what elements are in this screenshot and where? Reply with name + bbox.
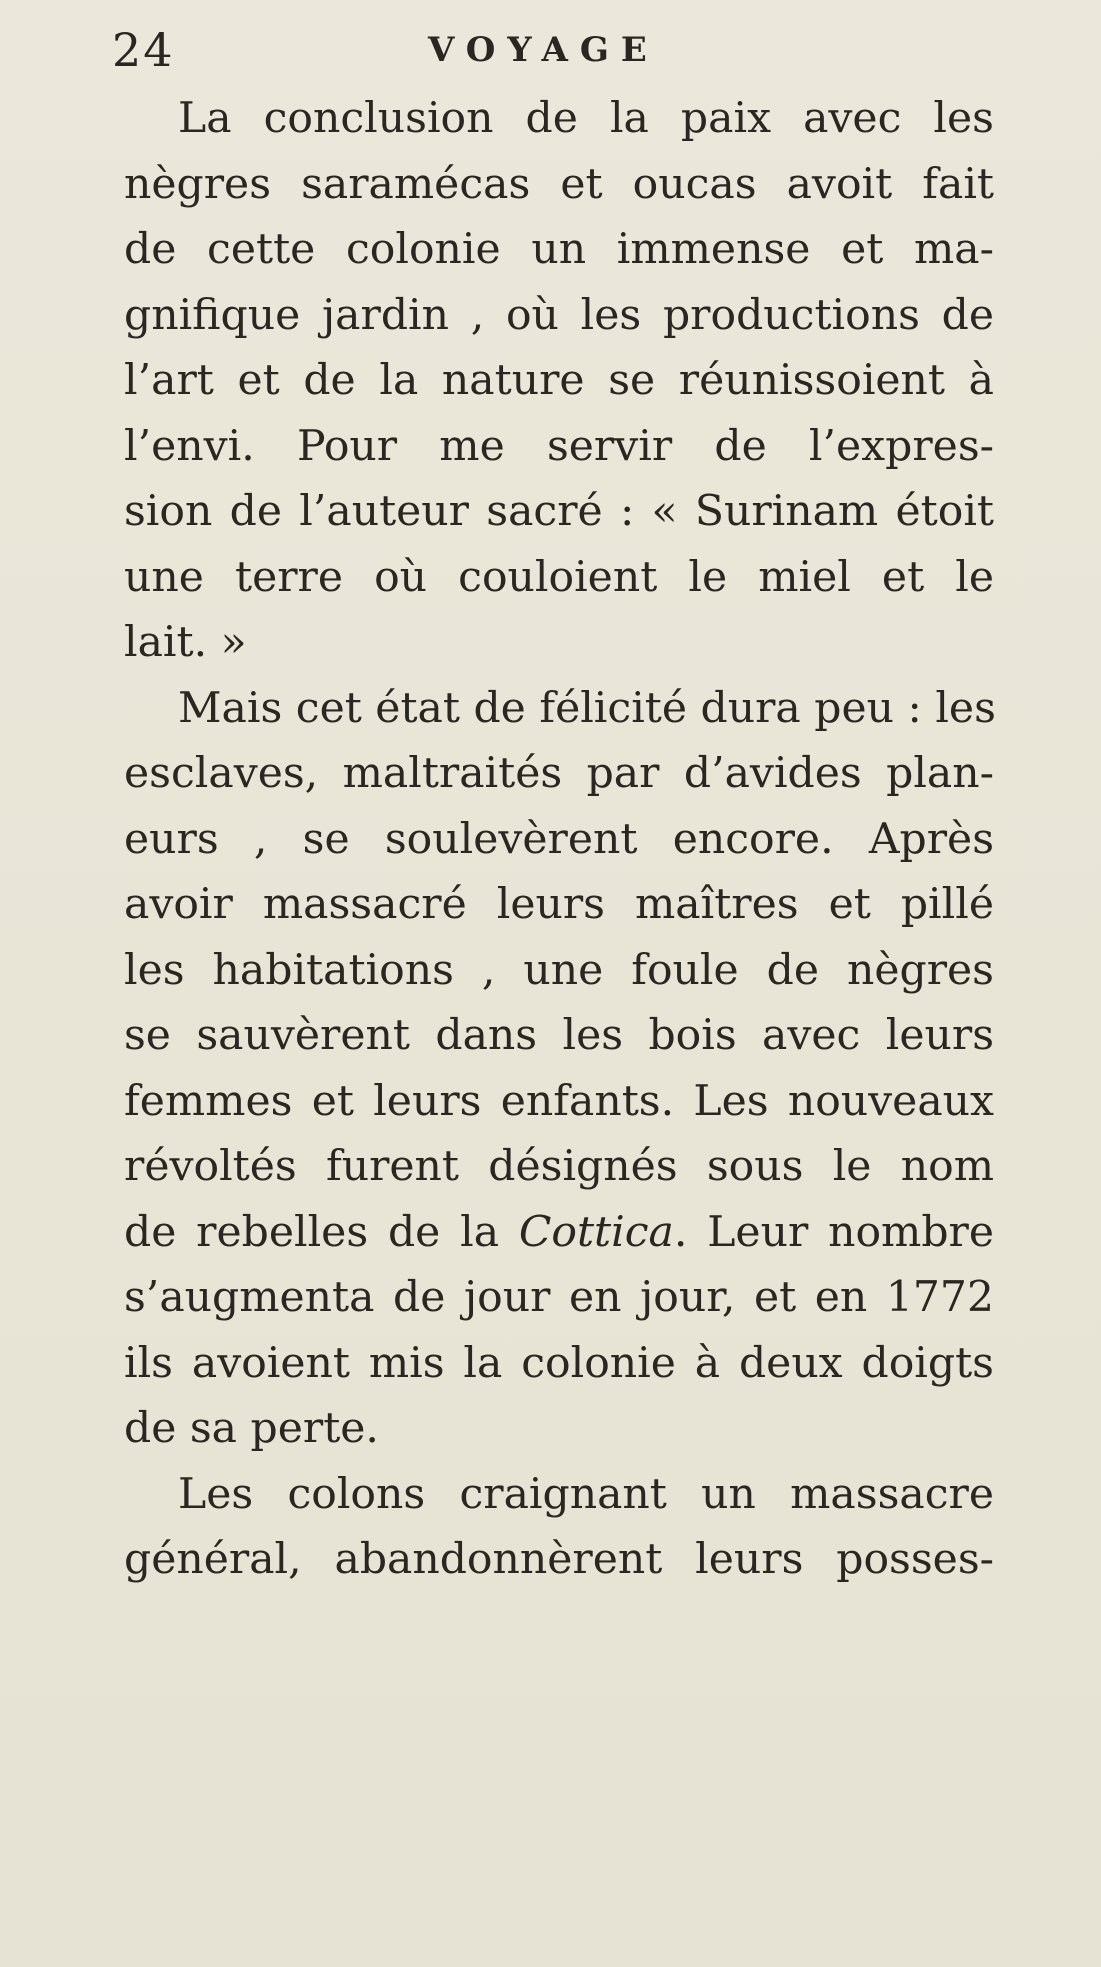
text-segment: . Leur nombre: [673, 1207, 995, 1257]
page-header: [0, 22, 1101, 78]
text-line: Les colons craignant un massacre: [178, 1469, 994, 1519]
paragraph-colonists: [124, 1462, 994, 1593]
text-line: ils avoient mis la colonie à deux doigts: [124, 1338, 994, 1388]
text-line: La conclusion de la paix avec les: [178, 94, 994, 143]
text-line: l’art et de la nature se réunissoient à: [124, 356, 994, 405]
body-text: [124, 86, 994, 1593]
page-number: 24: [112, 23, 175, 77]
text-line: une terre où couloient le miel et le: [124, 552, 994, 602]
text-line: gnifique jardin , où les productions de: [124, 290, 994, 340]
paragraph-peace: [124, 86, 994, 676]
text-line: avoir massacré leurs maîtres et pillé: [124, 880, 994, 929]
text-line: femmes et leurs enfants. Les nouveaux: [124, 1076, 994, 1126]
text-line: de cette colonie un immense et ma-: [124, 225, 994, 274]
text-line: l’envi. Pour me servir de l’expres-: [124, 421, 994, 471]
text-line: s’augmenta de jour en jour, et en 1772: [124, 1273, 994, 1322]
text-segment: de rebelles de la: [124, 1207, 519, 1257]
text-line: se sauvèrent dans les bois avec leurs: [124, 1011, 994, 1060]
text-line: esclaves, maltraités par d’avides plan-: [124, 749, 994, 798]
text-line: lait. »: [124, 618, 247, 667]
running-title: VOYAGE: [428, 30, 659, 70]
text-line: nègres saramécas et oucas avoit fait: [124, 159, 994, 209]
text-line: révoltés furent désignés sous le nom: [124, 1142, 994, 1191]
text-line: les habitations , une foule de nègres: [124, 945, 994, 995]
text-line-cottica: [124, 1200, 994, 1266]
italic-place-name: Cottica: [518, 1207, 674, 1257]
text-line: de sa perte.: [124, 1404, 379, 1453]
text-line: général, abandonnèrent leurs posses-: [124, 1535, 994, 1584]
text-line: Mais cet état de félicité dura peu : les: [178, 683, 996, 733]
text-line: sion de l’auteur sacré : « Surinam étoit: [124, 487, 994, 536]
paragraph-revolt: [124, 676, 994, 1462]
text-line: eurs , se soulevèrent encore. Après: [124, 814, 994, 864]
